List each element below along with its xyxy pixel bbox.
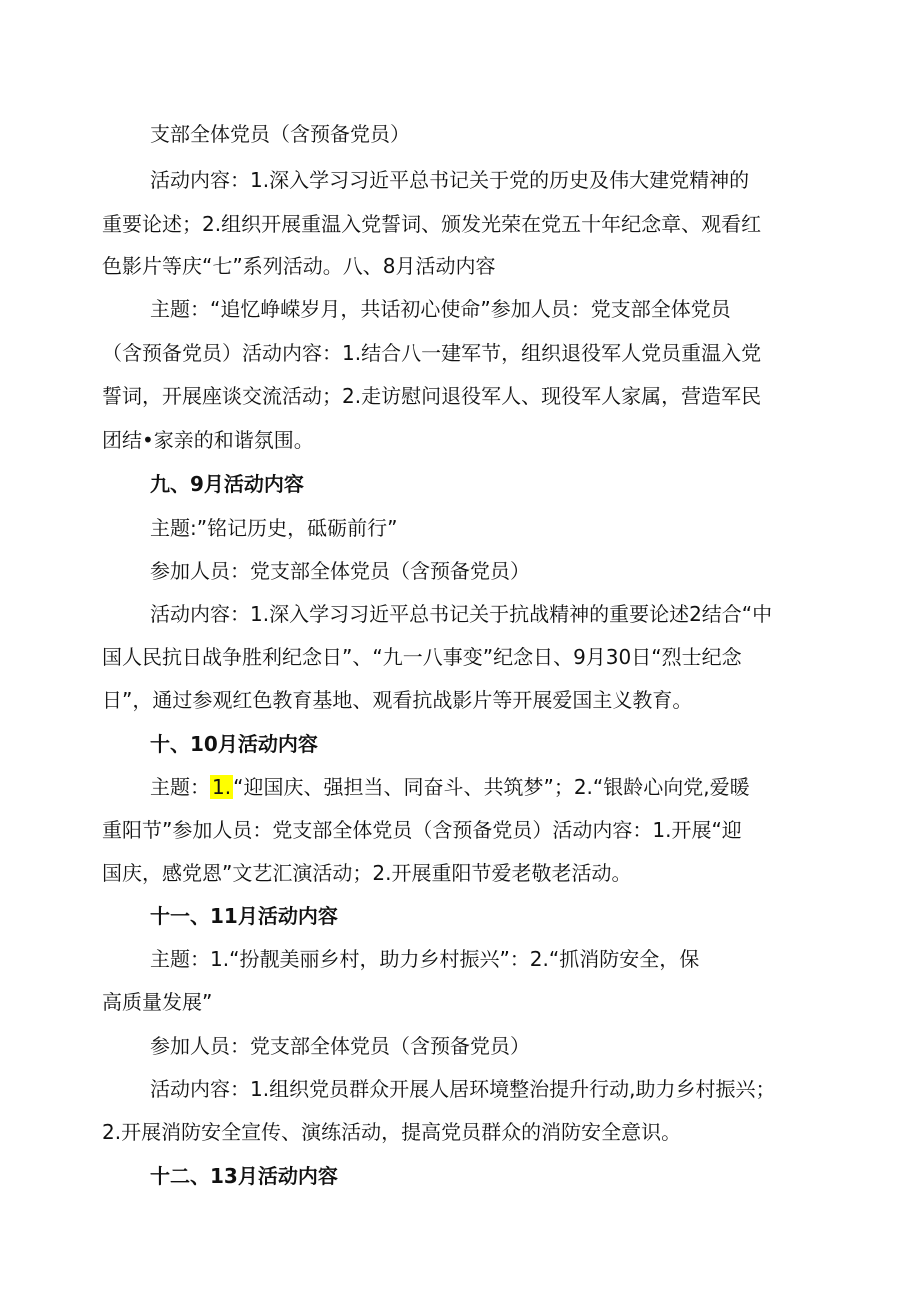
paragraph-line: 活动内容：1.深入学习习近平总书记关于党的历史及伟大建党精神的 [150, 168, 750, 192]
paragraph-line: 誓词，开展座谈交流活动；2.走访慰问退役军人、现役军人家属，营造军民 [102, 384, 762, 408]
paragraph-line: 参加人员：党支部全体党员（含预备党员） [150, 559, 530, 583]
theme-text: “迎国庆、强担当、同奋斗、共筑梦”；2.“银龄心向党,爱暖 [233, 775, 750, 799]
paragraph-line: 重要论述；2.组织开展重温入党誓词、颁发光荣在党五十年纪念章、观看红 [102, 212, 762, 236]
paragraph-line: （含预备党员）活动内容：1.结合八一建军节，组织退役军人党员重温入党 [102, 341, 762, 365]
paragraph-line: 支部全体党员（含预备党员） [150, 122, 410, 146]
section-heading: 九、9月活动内容 [150, 472, 304, 496]
paragraph-line [150, 775, 750, 799]
paragraph-line: 主题:”铭记历史，砥砺前行” [150, 516, 398, 540]
section-heading: 十一、11月活动内容 [150, 904, 338, 928]
paragraph-line: 高质量发展” [102, 990, 213, 1014]
paragraph-line: 2.开展消防安全宣传、演练活动，提高党员群众的消防安全意识。 [102, 1120, 682, 1144]
paragraph-line: 主题：“追忆峥嵘岁月，共话初心使命”参加人员：党支部全体党员 [150, 297, 731, 321]
paragraph-line: 参加人员：党支部全体党员（含预备党员） [150, 1034, 530, 1058]
paragraph-line: 活动内容：1.组织党员群众开展人居环境整治提升行动,助力乡村振兴； [150, 1077, 776, 1101]
highlighted-text: 1. [212, 775, 232, 799]
paragraph-line: 国人民抗日战争胜利纪念日”、“九一八事变”纪念日、9月30日“烈士纪念 [102, 645, 742, 669]
paragraph-line: 主题：1.“扮靓美丽乡村，助力乡村振兴”：2.“抓消防安全，保 [150, 947, 700, 971]
paragraph-line: 日”，通过参观红色教育基地、观看抗战影片等开展爱国主义教育。 [102, 688, 693, 712]
paragraph-line: 色影片等庆“七”系列活动。八、8月活动内容 [102, 254, 496, 278]
paragraph-line: 团结•家亲的和谐氛围。 [102, 428, 314, 452]
section-heading: 十、10月活动内容 [150, 732, 318, 756]
theme-label: 主题： [150, 775, 210, 799]
paragraph-line: 活动内容：1.深入学习习近平总书记关于抗战精神的重要论述2结合“中 [150, 602, 773, 626]
paragraph-line: 国庆，感党恩”文艺汇演活动；2.开展重阳节爱老敬老活动。 [102, 861, 632, 885]
paragraph-line: 重阳节”参加人员：党支部全体党员（含预备党员）活动内容：1.开展“迎 [102, 818, 742, 842]
section-heading: 十二、13月活动内容 [150, 1164, 338, 1188]
